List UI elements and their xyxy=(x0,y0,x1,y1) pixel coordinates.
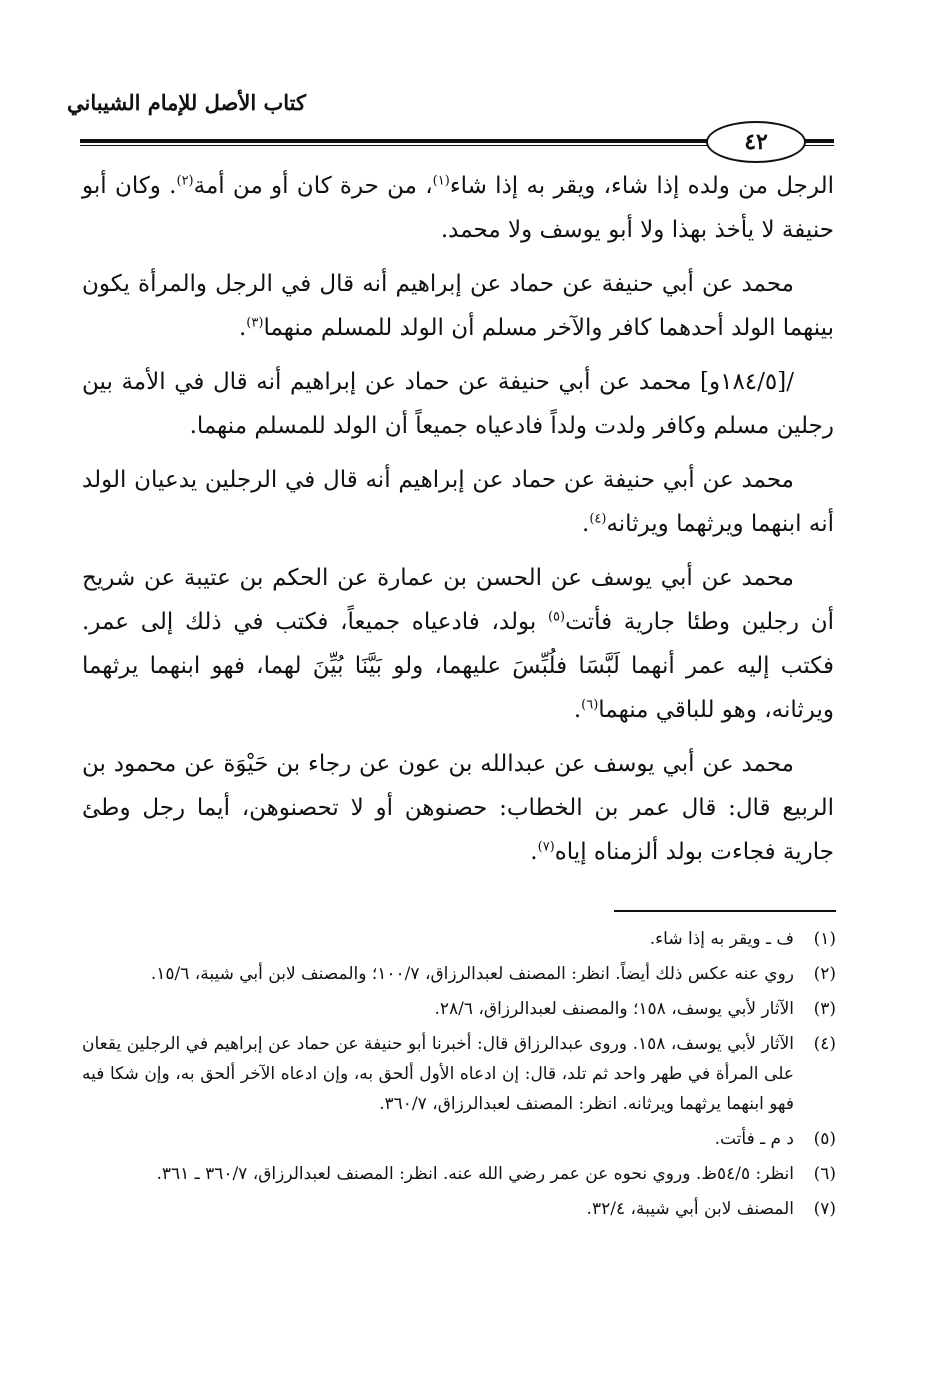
footnote-text: المصنف لابن أبي شيبة، ٣٢/٤. xyxy=(586,1199,794,1219)
paragraph xyxy=(82,458,834,546)
paragraph xyxy=(82,556,834,732)
paragraph-text: /[١٨٤/٥و] محمد عن أبي حنيفة عن حماد عن إبراهيم أنه قال في الأمة بين رجلين مسلم وكافر ولدت ولداً فادعياه جميعاً أن الولد للمسلم منهما. xyxy=(82,369,834,439)
paragraph-text: . xyxy=(573,697,582,723)
paragraph xyxy=(82,164,834,252)
paragraph-text: ، من حرة كان أو من أمة xyxy=(193,173,433,199)
footnote-text: ف ـ ويقر به إذا شاء. xyxy=(649,929,794,949)
footnote-marker: (٣) xyxy=(246,315,264,331)
footnote-marker: (٥) xyxy=(547,609,566,625)
paragraph-text: . xyxy=(582,511,590,537)
footnote-number: (١) xyxy=(813,929,836,949)
footnote xyxy=(82,1194,836,1224)
running-header-title: كتاب الأصل للإمام الشيباني xyxy=(67,90,306,115)
paragraph-text: محمد عن أبي يوسف عن الحسن بن عمارة عن الحكم بن عتيبة عن شريح أن رجلين وطئا جارية فأتت xyxy=(82,565,834,635)
footnote xyxy=(82,994,836,1024)
footnote-number: (٥) xyxy=(813,1129,836,1149)
paragraph-text: محمد عن أبي يوسف عن عبدالله بن عون عن رجاء بن حَيْوَة عن محمود بن الربيع قال: قال عمر بن الخطاب: حصنوهن أو لا تحصنوهن، أيما رجل وطئ جارية فجاءت بولد ألزمناه إياه xyxy=(82,751,834,865)
paragraph-text: . xyxy=(238,315,247,341)
footnote-marker: (٢) xyxy=(176,173,194,189)
footnote-separator xyxy=(614,910,836,912)
paragraph xyxy=(82,360,834,448)
footnote-text: روي عنه عكس ذلك أيضاً. انظر: المصنف لعبدالرزاق، ١٠٠/٧؛ والمصنف لابن أبي شيبة، ١٥/٦. xyxy=(150,964,794,984)
footnote-marker: (٧) xyxy=(537,839,555,855)
paragraph-text: . وكان أبو حنيفة لا يأخذ بهذا ولا أبو يوسف ولا محمد. xyxy=(82,173,834,243)
footnote-number: (٤) xyxy=(813,1034,836,1054)
footnote-number: (٣) xyxy=(813,999,836,1019)
footnotes xyxy=(82,924,836,1229)
footnote xyxy=(82,1159,836,1189)
footnote-text: د م ـ فأتت. xyxy=(714,1129,794,1149)
main-text xyxy=(82,164,834,884)
footnote-text: الآثار لأبي يوسف، ١٥٨؛ والمصنف لعبدالرزاق، ٢٨/٦. xyxy=(434,999,794,1019)
paragraph-text: محمد عن أبي حنيفة عن حماد عن إبراهيم أنه قال في الرجل والمرأة يكون بينهما الولد أحدهما كافر والآخر مسلم أن الولد للمسلم منهما xyxy=(82,271,834,341)
footnote-marker: (١) xyxy=(432,173,450,189)
footnote-marker: (٤) xyxy=(589,511,607,527)
footnote-number: (٧) xyxy=(813,1199,836,1219)
paragraph-text: محمد عن أبي حنيفة عن حماد عن إبراهيم أنه قال في الرجلين يدعيان الولد أنه ابنهما ويرثهما ويرثانه xyxy=(82,467,834,537)
footnote xyxy=(82,1029,836,1119)
paragraph-text: بولد، فادعياه جميعاً، فكتب في ذلك إلى عمر. فكتب إليه عمر أنهما لَبَّسَا فلُبِّسَ عليهما، ولو بَيَّنَا بُيِّنَ لهما، فهو ابنهما يرثهما ويرثانه، وهو للباقي منهما xyxy=(82,609,834,723)
page-number-badge: ٤٢ xyxy=(706,121,806,163)
paragraph xyxy=(82,742,834,874)
footnote xyxy=(82,924,836,954)
footnote xyxy=(82,1124,836,1154)
footnote-number: (٦) xyxy=(813,1164,836,1184)
footnote-text: الآثار لأبي يوسف، ١٥٨. وروى عبدالرزاق قال: أخبرنا أبو حنيفة عن حماد عن إبراهيم في الرجلين يقعان على المرأة في طهر واحد ثم تلد، قال: إن ادعاه الأول ألحق به، وإن ادعاه الآخر ألحق به، وإن شكا فيه فهو ابنهما يرثهما ويرثانه. انظر: المصنف لعبدالرزاق، ٣٦٠/٧. xyxy=(82,1034,794,1114)
footnote-text: انظر: ٥٤/٥ظ. وروي نحوه عن عمر رضي الله عنه. انظر: المصنف لعبدالرزاق، ٣٦٠/٧ ـ ٣٦١. xyxy=(156,1164,794,1184)
paragraph-text: الرجل من ولده إذا شاء، ويقر به إذا شاء xyxy=(449,173,834,199)
footnote-marker: (٦) xyxy=(581,697,599,713)
paragraph-text: . xyxy=(530,839,538,865)
footnote xyxy=(82,959,836,989)
paragraph xyxy=(82,262,834,350)
footnote-number: (٢) xyxy=(813,964,836,984)
